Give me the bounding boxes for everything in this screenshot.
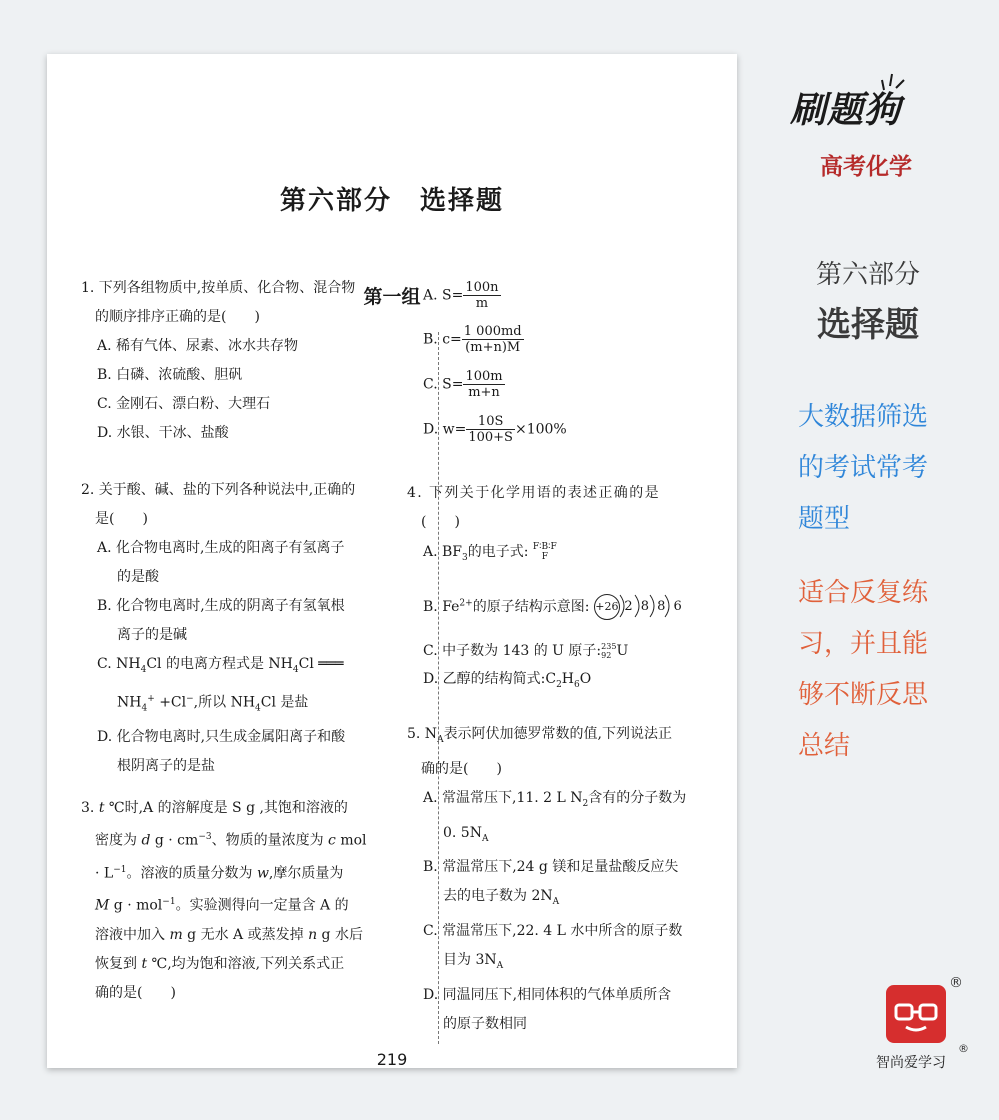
brand-badge-reg-mark: ® [949, 975, 963, 991]
question-3-line3: · $L^{-1}$。溶液的质量分数为 w,摩尔质量为 [95, 864, 344, 882]
question-1-option-d: D. 水银、干冰、盐酸 [97, 425, 229, 441]
shell-arcs [616, 592, 682, 620]
question-4-stem-line1: 4. 下列关于化学用语的表述正确的是 [407, 485, 661, 501]
question-1-option-c: C. 金刚石、漂白粉、大理石 [97, 396, 271, 412]
bf3-electron-formula: F∶B∶F [532, 542, 557, 552]
question-3-option-c: C. S= $\frac{100m}{m+n}$ [423, 369, 503, 400]
question-5-option-d-cont: 的原子数相同 [443, 1015, 527, 1032]
group-title: 第一组 [363, 286, 421, 308]
logo-subtitle: 高考化学 [820, 154, 912, 180]
orange-text-line: 够不断反思 [798, 680, 929, 710]
question-4-option-d: D. 乙醇的结构简式$:C_2H_6O$ [423, 671, 592, 690]
question-2-option-c: C. $NH_4Cl$ 的电离方程式是 $NH_4Cl$ ═══ [97, 656, 344, 675]
question-4-option-c: C. 中子数为 143 的 U 原子:235 92 U [423, 642, 629, 660]
question-3-line6: 恢复到 t ℃,均为饱和溶液,下列关系式正 [95, 955, 345, 972]
question-5-option-a-cont: 0. $5N_A$ [443, 824, 489, 844]
orange-text-line: 总结 [798, 731, 851, 761]
question-3-option-b: B. c= $\frac{1 000md}{(m+n)M}$ [423, 324, 522, 355]
sidebar-blue-text [798, 392, 968, 545]
question-2-option-d-cont: 根阴离子的是盐 [117, 758, 215, 775]
question-5-option-c-cont: 目为 $3N_A$ [443, 952, 504, 971]
part-title: 第六部分 选择题 [279, 186, 504, 216]
question-4-option-a: A. $BF_3$的电子式: F∶B∶F F [423, 542, 557, 563]
question-5 [407, 720, 686, 1039]
exam-page [47, 54, 737, 1068]
question-5-option-a: A. 常温常压下,11. 2 L $N_2$含有的分子数为 [423, 789, 687, 809]
blue-text-line: 大数据筛选 [798, 402, 929, 432]
question-2-option-d: D. 化合物电离时,只生成金属阳离子和酸 [97, 729, 346, 746]
question-2-option-a: A. 化合物电离时,生成的阳离子有氢离子 [97, 540, 345, 556]
orange-text-line: 适合反复练 [798, 578, 929, 608]
question-3-line5: 溶液中加入 m g 无水 A 或蒸发掉 n g 水后 [95, 926, 363, 943]
blue-text-line: 的考试常考 [798, 453, 929, 483]
electron-shells: 2 8 8 6 [624, 599, 684, 614]
question-3-line2: 密度为 d $g \cdot cm^{-3}$、物质的量浓度为 c mol [95, 832, 367, 849]
question-5-option-b-cont: 去的电子数为 $2N_A$ [443, 888, 560, 908]
sidebar-part-label: 第六部分 [816, 260, 921, 290]
question-2-stem-line2: 是( ) [95, 511, 148, 527]
brand-name: 智尚爱学习 [876, 1055, 946, 1071]
question-3 [81, 794, 367, 1008]
question-2-option-b-cont: 离子的是碱 [117, 627, 187, 643]
question-5-stem-line2: 确的是( ) [421, 760, 502, 777]
sidebar-orange-text [798, 568, 968, 772]
brand-logo-icon [886, 985, 946, 1043]
brand-name-reg-mark: ® [958, 1042, 969, 1055]
logo-title: 刷题狗 [790, 90, 902, 131]
bf3-electron-formula-bottom: F [541, 552, 548, 562]
question-3-option-d: D. w= $\frac{10S}{100+S}$ ×100% [423, 414, 567, 445]
question-1-option-b: B. 白磷、浓硫酸、胆矾 [97, 367, 243, 383]
question-2-option-b: B. 化合物电离时,生成的阴离子有氢氧根 [97, 598, 345, 614]
question-2-stem-line1: 2. 关于酸、碱、盐的下列各种说法中,正确的 [81, 482, 356, 498]
question-3-line1: 3. t ℃时,A 的溶解度是 S g ,其饱和溶液的 [81, 800, 348, 816]
question-5-option-b: B. 常温常压下,24 g 镁和足量盐酸反应失 [423, 859, 679, 876]
question-5-option-c: C. 常温常压下,22. 4 L 水中所含的原子数 [423, 923, 683, 940]
page-number: 219 [376, 1050, 408, 1069]
question-1-stem-line2: 的顺序排序正确的是( ) [95, 309, 260, 325]
question-5-stem-line1: 5. $N_A$表示阿伏加德罗常数的值,下列说法正 [407, 726, 673, 745]
question-3-line4: M g · mol$^{-1}$。实验测得向一定量含 A 的 [95, 897, 349, 914]
nucleus-circle: +26 [594, 594, 620, 620]
sidebar-part-name: 选择题 [817, 305, 919, 345]
question-2-option-a-cont: 的是酸 [117, 569, 159, 585]
question-2 [81, 476, 355, 781]
question-3-line7: 确的是( ) [95, 984, 176, 1001]
atom-structure-diagram [594, 594, 684, 620]
question-1-stem-line1: 1. 下列各组物质中,按单质、化合物、混合物 [81, 280, 356, 296]
question-5-option-d: D. 同温同压下,相同体积的气体单质所含 [423, 986, 672, 1003]
question-4-stem-line2: ( ) [421, 514, 460, 530]
question-1-option-a: A. 稀有气体、尿素、冰水共存物 [97, 338, 299, 354]
question-3-option-a: A. S= $\frac{100n}{m}$ [423, 280, 499, 311]
question-4-option-b: B. $Fe^{2+}$的原子结构示意图: +26 2 8 8 6 [423, 594, 684, 620]
orange-text-line: 习，并且能 [798, 629, 929, 659]
blue-text-line: 题型 [798, 504, 851, 534]
question-1 [81, 274, 355, 448]
question-4 [407, 479, 660, 537]
question-2-option-c-cont: $NH_4^+ +Cl^-$,所以 $NH_4Cl$ 是盐 [117, 693, 309, 714]
